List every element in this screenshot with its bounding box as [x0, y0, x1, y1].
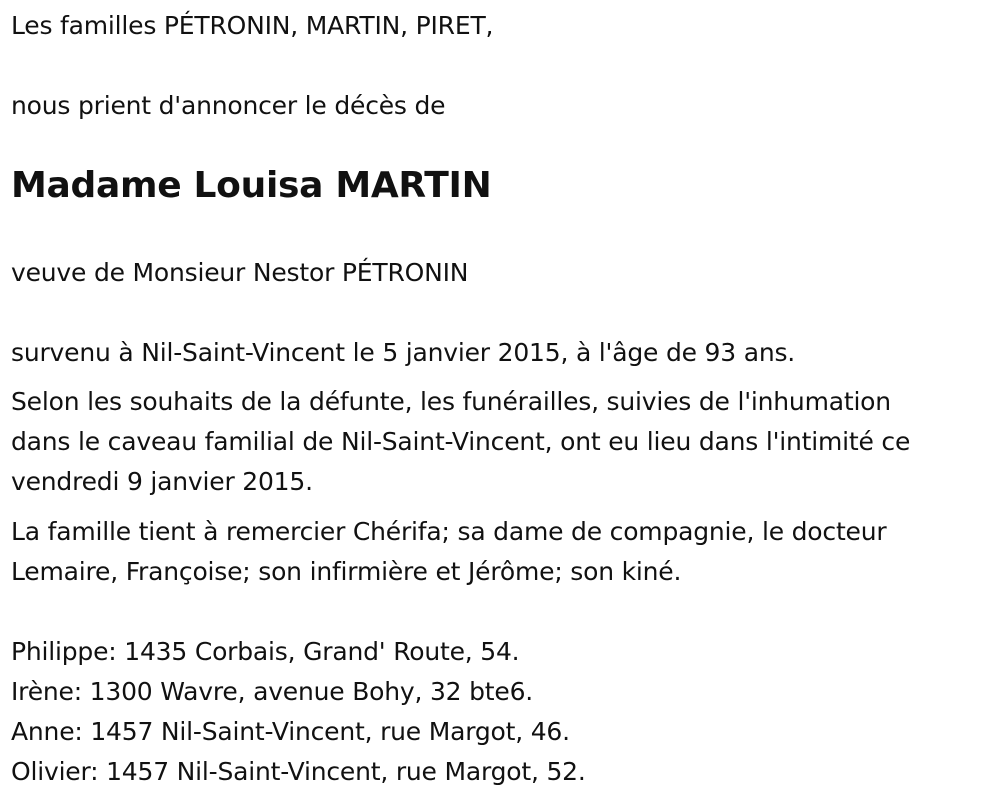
deceased-name: Madame Louisa MARTIN: [11, 165, 492, 206]
thanks-line: La famille tient à remercier Chérifa; sa dame de compagnie, le docteur: [11, 517, 887, 546]
funeral-line: dans le caveau familial de Nil-Saint-Vincent, ont eu lieu dans l'intimité ce: [11, 427, 911, 456]
funeral-line: Selon les souhaits de la défunte, les funérailles, suivies de l'inhumation: [11, 387, 891, 416]
address-line: Irène: 1300 Wavre, avenue Bohy, 32 bte6.: [11, 677, 534, 706]
thanks-line: Lemaire, Françoise; son infirmière et Jérôme; son kiné.: [11, 557, 682, 586]
widow-line: veuve de Monsieur Nestor PÉTRONIN: [11, 258, 469, 287]
announce-line: nous prient d'annoncer le décès de: [11, 91, 446, 120]
families-line: Les familles PÉTRONIN, MARTIN, PIRET,: [11, 11, 494, 40]
death-line: survenu à Nil-Saint-Vincent le 5 janvier 2015, à l'âge de 93 ans.: [11, 338, 796, 367]
address-line: Anne: 1457 Nil-Saint-Vincent, rue Margot, 46.: [11, 717, 570, 746]
funeral-line: vendredi 9 janvier 2015.: [11, 467, 313, 496]
address-line: Olivier: 1457 Nil-Saint-Vincent, rue Margot, 52.: [11, 757, 586, 786]
address-line: Philippe: 1435 Corbais, Grand' Route, 54.: [11, 637, 520, 666]
